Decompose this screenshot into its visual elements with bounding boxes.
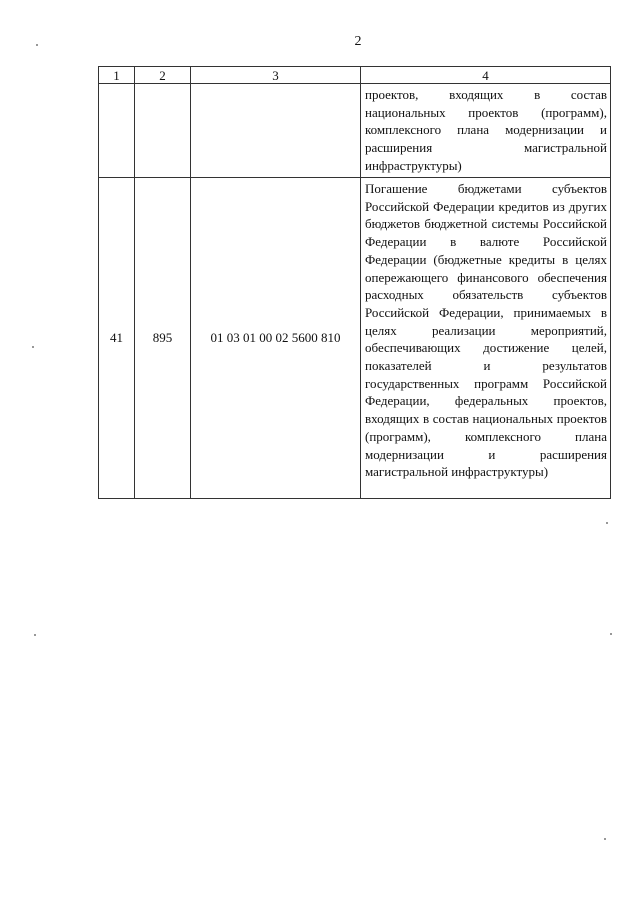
- header-col-4: 4: [361, 67, 611, 84]
- header-row: [99, 67, 611, 84]
- header-col-2: 2: [135, 67, 191, 84]
- page-number: 2: [354, 34, 362, 49]
- header-col-3: 3: [191, 67, 361, 84]
- table-row: [99, 178, 611, 499]
- header-col-1: 1: [99, 67, 135, 84]
- continuation-description: проектов, входящих в состав национальных проектов (программ), комплексного плана модернизации и расширения магистральной инфраструктуры): [361, 84, 611, 178]
- continuation-cell-1: [99, 84, 135, 178]
- scan-speck: [606, 522, 608, 524]
- scan-speck: [32, 346, 34, 348]
- row-description: Погашение бюджетами субъектов Российской Федерации кредитов из других бюджетов бюджетной системы Российской Федерации в валюте Российской Федерации (бюджетные кредиты в целях опережающего финансового обеспечения расходных обязательств субъектов Российской Федерации, принимаемых в целях реализации мероприятий, обеспечивающих достижение целей, показателей и результатов государственных программ Российской Федерации, федеральных проектов, входящих в состав национальных проектов (программ), комплексного плана модернизации и расширения магистральной инфраструктуры): [361, 178, 611, 499]
- scan-speck: [604, 838, 606, 840]
- budget-table: [98, 66, 611, 499]
- continuation-cell-2: [135, 84, 191, 178]
- continuation-row: [99, 84, 611, 178]
- scan-speck: [36, 44, 38, 46]
- scan-speck: [610, 633, 612, 635]
- budget-classification-code: 01 03 01 00 02 5600 810: [191, 178, 361, 499]
- scan-speck: [34, 634, 36, 636]
- row-number: 41: [99, 178, 135, 499]
- admin-code: 895: [135, 178, 191, 499]
- continuation-cell-3: [191, 84, 361, 178]
